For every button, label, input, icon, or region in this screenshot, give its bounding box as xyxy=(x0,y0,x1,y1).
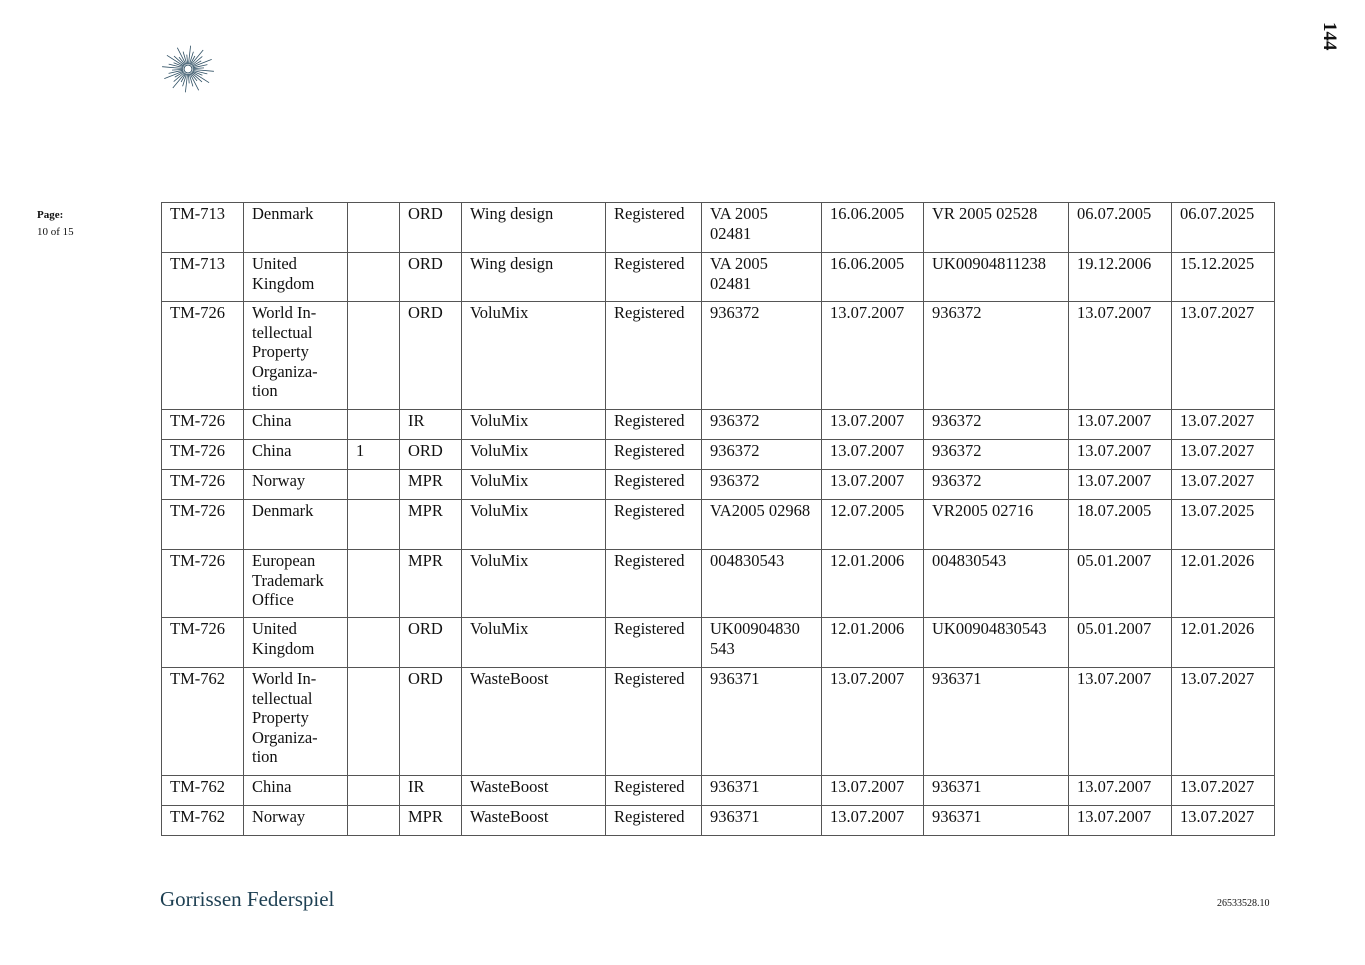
cell-reg-date: 13.07.2007 xyxy=(1069,410,1172,440)
cell-app-date: 13.07.2007 xyxy=(822,440,924,470)
cell-app-no: VA 2005 02481 xyxy=(702,203,822,253)
cell-status: Registered xyxy=(606,302,702,410)
cell-note xyxy=(348,470,400,500)
cell-reg-date: 18.07.2005 xyxy=(1069,500,1172,550)
cell-note xyxy=(348,203,400,253)
cell-status: Registered xyxy=(606,500,702,550)
cell-country: China xyxy=(244,410,348,440)
table-row xyxy=(162,470,1275,500)
cell-app-date: 13.07.2007 xyxy=(822,776,924,806)
page-indicator xyxy=(37,207,74,241)
cell-status: Registered xyxy=(606,668,702,776)
cell-ref: TM-713 xyxy=(162,203,244,253)
cell-mark: Wing design xyxy=(462,253,606,302)
cell-reg-date: 05.01.2007 xyxy=(1069,618,1172,668)
cell-app-no: 936372 xyxy=(702,410,822,440)
table-row xyxy=(162,253,1275,302)
cell-ref: TM-762 xyxy=(162,668,244,776)
cell-country: Norway xyxy=(244,470,348,500)
table-row xyxy=(162,668,1275,776)
cell-type: IR xyxy=(400,410,462,440)
cell-status: Registered xyxy=(606,618,702,668)
cell-app-date: 13.07.2007 xyxy=(822,470,924,500)
cell-status: Registered xyxy=(606,806,702,836)
cell-app-no: 004830543 xyxy=(702,550,822,618)
cell-note xyxy=(348,302,400,410)
cell-reg-date: 13.07.2007 xyxy=(1069,776,1172,806)
document-id: 26533528.10 xyxy=(1217,898,1270,909)
table-row xyxy=(162,440,1275,470)
cell-status: Registered xyxy=(606,410,702,440)
cell-reg-no: 936371 xyxy=(924,806,1069,836)
cell-app-date: 16.06.2005 xyxy=(822,253,924,302)
cell-reg-date: 13.07.2007 xyxy=(1069,470,1172,500)
cell-country: World In-tellectual Property Organiza-tion xyxy=(244,668,348,776)
cell-note xyxy=(348,776,400,806)
cell-reg-date: 19.12.2006 xyxy=(1069,253,1172,302)
cell-app-date: 13.07.2007 xyxy=(822,302,924,410)
cell-app-no: 936372 xyxy=(702,470,822,500)
cell-type: IR xyxy=(400,776,462,806)
cell-type: MPR xyxy=(400,470,462,500)
cell-reg-no: 004830543 xyxy=(924,550,1069,618)
cell-app-date: 13.07.2007 xyxy=(822,410,924,440)
cell-mark: WasteBoost xyxy=(462,668,606,776)
cell-renewal-date: 13.07.2027 xyxy=(1172,806,1275,836)
cell-status: Registered xyxy=(606,470,702,500)
cell-reg-date: 05.01.2007 xyxy=(1069,550,1172,618)
cell-status: Registered xyxy=(606,776,702,806)
table-row xyxy=(162,776,1275,806)
cell-type: ORD xyxy=(400,203,462,253)
cell-status: Registered xyxy=(606,203,702,253)
page-label: Page: xyxy=(37,209,64,221)
cell-country: China xyxy=(244,776,348,806)
cell-mark: WasteBoost xyxy=(462,776,606,806)
cell-country: World In-tellectual Property Organiza-tion xyxy=(244,302,348,410)
cell-ref: TM-726 xyxy=(162,470,244,500)
cell-app-date: 16.06.2005 xyxy=(822,203,924,253)
cell-renewal-date: 13.07.2027 xyxy=(1172,410,1275,440)
cell-status: Registered xyxy=(606,550,702,618)
cell-app-no: UK00904830 543 xyxy=(702,618,822,668)
cell-reg-no: 936372 xyxy=(924,440,1069,470)
cell-renewal-date: 12.01.2026 xyxy=(1172,618,1275,668)
cell-reg-no: 936371 xyxy=(924,668,1069,776)
cell-ref: TM-726 xyxy=(162,440,244,470)
footer-brand: Gorrissen Federspiel xyxy=(160,887,335,911)
cell-reg-no: UK00904811238 xyxy=(924,253,1069,302)
cell-app-date: 12.07.2005 xyxy=(822,500,924,550)
cell-renewal-date: 06.07.2025 xyxy=(1172,203,1275,253)
cell-country: United Kingdom xyxy=(244,253,348,302)
cell-note xyxy=(348,668,400,776)
cell-mark: Wing design xyxy=(462,203,606,253)
cell-type: MPR xyxy=(400,500,462,550)
cell-ref: TM-762 xyxy=(162,806,244,836)
cell-ref: TM-726 xyxy=(162,550,244,618)
cell-reg-date: 13.07.2007 xyxy=(1069,668,1172,776)
cell-country: European Trademark Office xyxy=(244,550,348,618)
cell-country: Norway xyxy=(244,806,348,836)
cell-app-no: 936372 xyxy=(702,302,822,410)
cell-renewal-date: 13.07.2027 xyxy=(1172,302,1275,410)
cell-app-no: VA 2005 02481 xyxy=(702,253,822,302)
table-row xyxy=(162,203,1275,253)
cell-mark: VoluMix xyxy=(462,302,606,410)
cell-renewal-date: 13.07.2027 xyxy=(1172,668,1275,776)
cell-renewal-date: 12.01.2026 xyxy=(1172,550,1275,618)
cell-renewal-date: 13.07.2025 xyxy=(1172,500,1275,550)
cell-renewal-date: 15.12.2025 xyxy=(1172,253,1275,302)
cell-reg-no: 936372 xyxy=(924,302,1069,410)
table-row xyxy=(162,806,1275,836)
cell-note xyxy=(348,500,400,550)
cell-type: ORD xyxy=(400,668,462,776)
cell-reg-no: UK00904830543 xyxy=(924,618,1069,668)
table-row xyxy=(162,410,1275,440)
cell-app-no: VA2005 02968 xyxy=(702,500,822,550)
cell-note xyxy=(348,806,400,836)
cell-type: ORD xyxy=(400,440,462,470)
cell-ref: TM-762 xyxy=(162,776,244,806)
cell-ref: TM-726 xyxy=(162,302,244,410)
cell-mark: VoluMix xyxy=(462,500,606,550)
table-row xyxy=(162,302,1275,410)
cell-reg-no: VR2005 02716 xyxy=(924,500,1069,550)
table-row xyxy=(162,500,1275,550)
cell-app-no: 936371 xyxy=(702,776,822,806)
cell-reg-no: 936372 xyxy=(924,470,1069,500)
cell-app-date: 12.01.2006 xyxy=(822,550,924,618)
cell-country: United Kingdom xyxy=(244,618,348,668)
cell-reg-date: 13.07.2007 xyxy=(1069,806,1172,836)
cell-reg-date: 13.07.2007 xyxy=(1069,440,1172,470)
cell-reg-date: 06.07.2005 xyxy=(1069,203,1172,253)
cell-status: Registered xyxy=(606,440,702,470)
cell-note xyxy=(348,410,400,440)
cell-renewal-date: 13.07.2027 xyxy=(1172,470,1275,500)
cell-mark: VoluMix xyxy=(462,470,606,500)
page-of: 10 of 15 xyxy=(37,226,74,238)
cell-app-date: 13.07.2007 xyxy=(822,668,924,776)
cell-mark: VoluMix xyxy=(462,618,606,668)
cell-mark: VoluMix xyxy=(462,410,606,440)
table-row xyxy=(162,618,1275,668)
page-number: 144 xyxy=(1319,22,1340,51)
cell-mark: VoluMix xyxy=(462,440,606,470)
cell-type: MPR xyxy=(400,550,462,618)
cell-type: MPR xyxy=(400,806,462,836)
cell-reg-no: 936372 xyxy=(924,410,1069,440)
cell-app-no: 936371 xyxy=(702,668,822,776)
cell-country: Denmark xyxy=(244,500,348,550)
cell-type: ORD xyxy=(400,302,462,410)
cell-type: ORD xyxy=(400,253,462,302)
cell-mark: WasteBoost xyxy=(462,806,606,836)
cell-app-no: 936372 xyxy=(702,440,822,470)
cell-note xyxy=(348,253,400,302)
table-row xyxy=(162,550,1275,618)
cell-reg-no: 936371 xyxy=(924,776,1069,806)
cell-note xyxy=(348,618,400,668)
cell-app-date: 12.01.2006 xyxy=(822,618,924,668)
cell-country: Denmark xyxy=(244,203,348,253)
cell-reg-date: 13.07.2007 xyxy=(1069,302,1172,410)
cell-renewal-date: 13.07.2027 xyxy=(1172,776,1275,806)
trademark-table xyxy=(161,202,1275,836)
cell-ref: TM-713 xyxy=(162,253,244,302)
cell-reg-no: VR 2005 02528 xyxy=(924,203,1069,253)
cell-note xyxy=(348,550,400,618)
cell-mark: VoluMix xyxy=(462,550,606,618)
cell-type: ORD xyxy=(400,618,462,668)
cell-app-no: 936371 xyxy=(702,806,822,836)
cell-app-date: 13.07.2007 xyxy=(822,806,924,836)
cell-country: China xyxy=(244,440,348,470)
cell-status: Registered xyxy=(606,253,702,302)
cell-note: 1 xyxy=(348,440,400,470)
sunburst-logo-icon xyxy=(160,45,216,93)
cell-ref: TM-726 xyxy=(162,410,244,440)
cell-ref: TM-726 xyxy=(162,500,244,550)
cell-renewal-date: 13.07.2027 xyxy=(1172,440,1275,470)
cell-ref: TM-726 xyxy=(162,618,244,668)
